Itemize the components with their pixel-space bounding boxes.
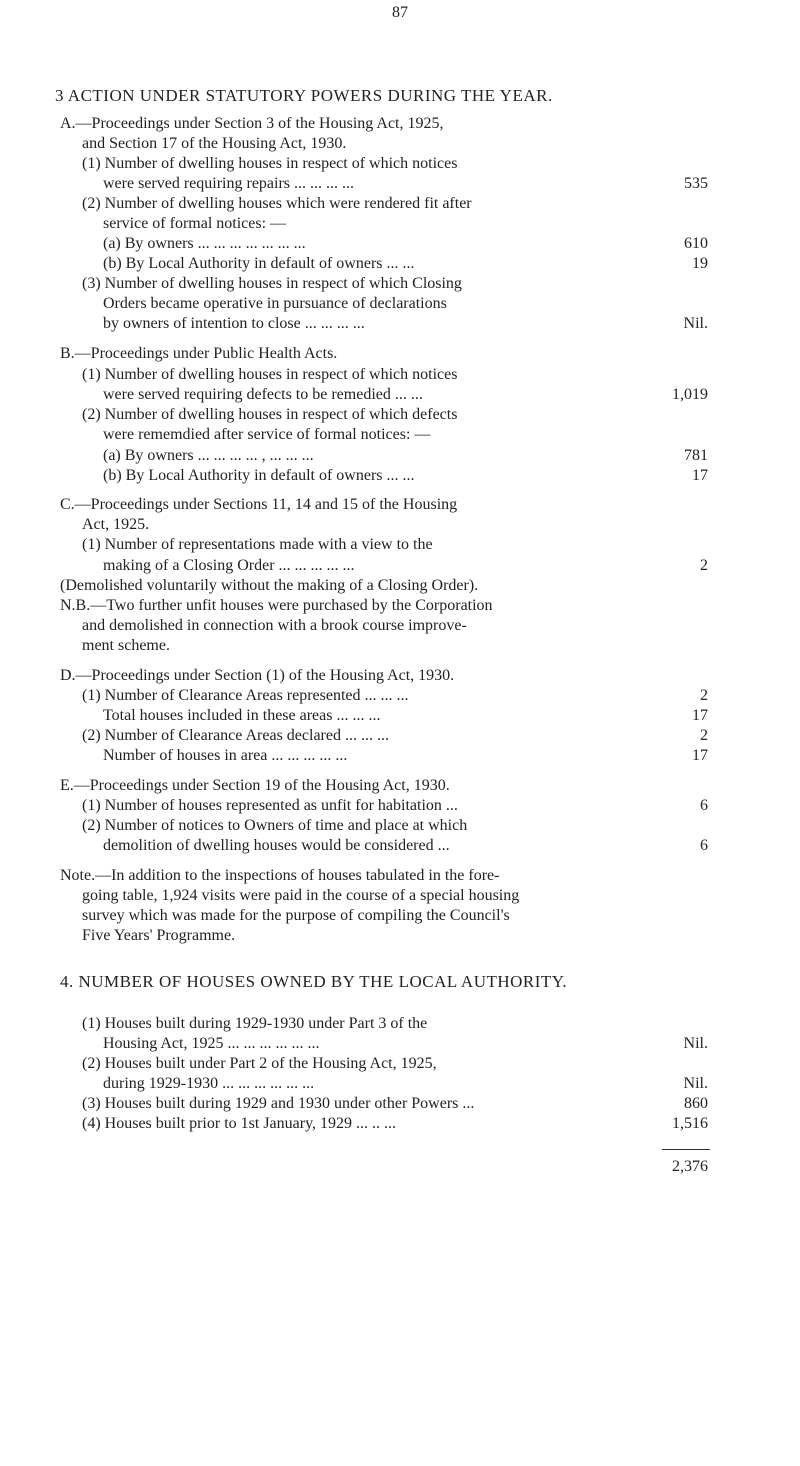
note-line3: survey which was made for the purpose of compiling the Council's <box>82 907 510 924</box>
page-number: 87 <box>392 4 408 21</box>
section-d-item2-total: Number of houses in area ... ... ... ... ... <box>103 747 348 764</box>
section-a-item2-line1: (2) Number of dwelling houses which were rendered fit after <box>82 195 472 212</box>
section-c-nb-line2: and demolished in connection with a brook course improve- <box>82 617 467 634</box>
section-c-item1-line1: (1) Number of representations made with a view to the <box>82 536 433 553</box>
section-b-item2-line2: were rememdied after service of formal notices: — <box>103 426 431 443</box>
section-a-item2b-value: 19 <box>692 255 708 272</box>
note-line4: Five Years' Programme. <box>82 927 236 944</box>
section-a-item3-line3: by owners of intention to close ... ... ... ... <box>103 315 365 332</box>
section-b-item1-line2: were served requiring defects to be remedied ... ... <box>103 386 423 403</box>
section-d-item2: (2) Number of Clearance Areas declared ... ... ... <box>82 727 389 744</box>
section-e-item2-line2: demolition of dwelling houses would be considered ... <box>103 837 450 854</box>
section-4-item1-value: Nil. <box>683 1035 708 1052</box>
section-b-item2-line1: (2) Number of dwelling houses in respect of which defects <box>82 406 458 423</box>
section-e-item1: (1) Number of houses represented as unfit for habitation ... <box>82 797 458 814</box>
section-d-item1-total-value: 17 <box>692 707 708 724</box>
section-4-total: 2,376 <box>672 1158 708 1175</box>
section-d-item1-value: 2 <box>700 687 708 704</box>
section-b-item1-line1: (1) Number of dwelling houses in respect of which notices <box>82 366 458 383</box>
total-rule <box>662 1149 710 1150</box>
section-4-item2-value: Nil. <box>683 1075 708 1092</box>
section-c-nb-line1: N.B.—Two further unfit houses were purchased by the Corporation <box>60 597 493 614</box>
section-c-demolished-note: (Demolished voluntarily without the making of a Closing Order). <box>60 577 479 594</box>
section-a-item1-value: 535 <box>684 175 708 192</box>
section-a-item2a: (a) By owners ... ... ... ... ... ... ... <box>103 235 306 252</box>
section-d-item1-total: Total houses included in these areas ... ... ... <box>103 707 381 724</box>
section-4-item3: (3) Houses built during 1929 and 1930 under other Powers ... <box>82 1095 475 1112</box>
section-d-item2-total-value: 17 <box>692 747 708 764</box>
section-4-item1-line2: Housing Act, 1925 ... ... ... ... ... ... <box>103 1035 320 1052</box>
section-4-item2-line1: (2) Houses built under Part 2 of the Housing Act, 1925, <box>82 1055 437 1072</box>
section-4-item4-value: 1,516 <box>672 1115 708 1132</box>
section-d-item2-value: 2 <box>700 727 708 744</box>
section-b-item2b-value: 17 <box>692 467 708 484</box>
section-4-item2-line2: during 1929-1930 ... ... ... ... ... ... <box>103 1075 315 1092</box>
section-4-item1-line1: (1) Houses built during 1929-1930 under Part 3 of the <box>82 1015 428 1032</box>
section-d-item1: (1) Number of Clearance Areas represented ... ... ... <box>82 687 409 704</box>
section-a-title-line1: A.—Proceedings under Section 3 of the Housing Act, 1925, <box>60 115 444 132</box>
section-3-heading: 3 ACTION UNDER STATUTORY POWERS DURING THE YEAR. <box>55 86 553 105</box>
section-4-item4: (4) Houses built prior to 1st January, 1929 ... .. ... <box>82 1115 397 1132</box>
section-a-item2a-value: 610 <box>684 235 708 252</box>
section-c-nb-line3: ment scheme. <box>82 637 170 654</box>
section-c-title-line2: Act, 1925. <box>82 516 150 533</box>
section-b-title: B.—Proceedings under Public Health Acts. <box>60 345 338 362</box>
section-c-item1-line2: making of a Closing Order ... ... ... ... ... <box>103 557 355 574</box>
section-c-title-line1: C.—Proceedings under Sections 11, 14 and 15 of the Housing <box>60 496 458 513</box>
note-line2: going table, 1,924 visits were paid in the course of a special housing <box>82 887 520 904</box>
section-a-item1-line1: (1) Number of dwelling houses in respect of which notices <box>82 155 458 172</box>
section-d-title: D.—Proceedings under Section (1) of the Housing Act, 1930. <box>60 667 455 684</box>
section-e-item1-value: 6 <box>700 797 708 814</box>
section-b-item2b: (b) By Local Authority in default of owners ... ... <box>103 467 415 484</box>
section-a-item1-line2: were served requiring repairs ... ... ... ... <box>103 175 355 192</box>
section-b-item1-value: 1,019 <box>672 386 708 403</box>
section-a-title-line2: and Section 17 of the Housing Act, 1930. <box>82 135 347 152</box>
section-a-item3-value: Nil. <box>683 315 708 332</box>
section-e-item2-line1: (2) Number of notices to Owners of time and place at which <box>82 817 468 834</box>
section-4-heading: 4. NUMBER OF HOUSES OWNED BY THE LOCAL AUTHORITY. <box>60 972 568 991</box>
section-4-item3-value: 860 <box>684 1095 708 1112</box>
section-e-item2-value: 6 <box>700 837 708 854</box>
section-c-item1-value: 2 <box>700 557 708 574</box>
section-a-item3-line1: (3) Number of dwelling houses in respect of which Closing <box>82 275 462 292</box>
section-a-item2b: (b) By Local Authority in default of owners ... ... <box>103 255 415 272</box>
section-a-item3-line2: Orders became operative in pursuance of declarations <box>103 295 447 312</box>
section-a-item2-line2: service of formal notices: — <box>103 215 287 232</box>
note-line1: Note.—In addition to the inspections of houses tabulated in the fore- <box>60 867 500 884</box>
section-b-item2a: (a) By owners ... ... ... ... , ... ... ... <box>103 447 314 464</box>
section-b-item2a-value: 781 <box>684 447 708 464</box>
section-e-title: E.—Proceedings under Section 19 of the Housing Act, 1930. <box>60 777 450 794</box>
